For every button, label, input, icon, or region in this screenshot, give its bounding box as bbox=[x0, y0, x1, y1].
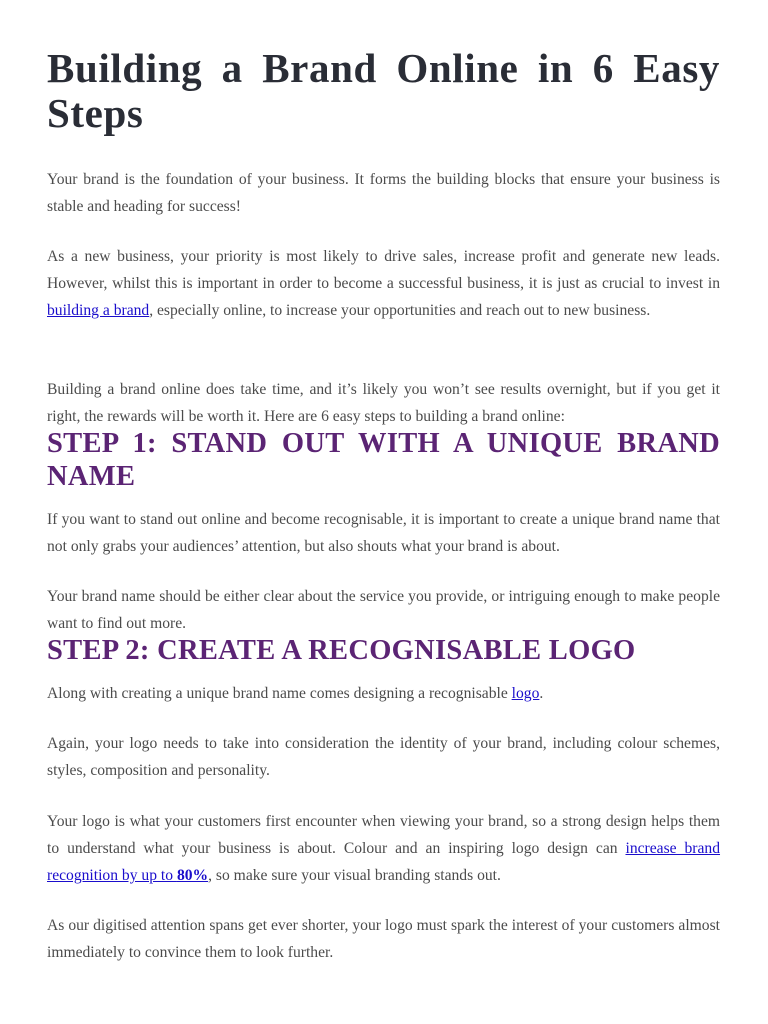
step-2-paragraph-4: As our digitised attention spans get ever shorter, your logo must spark the interest of your customers almost immediately to convince them to look further. bbox=[47, 917, 720, 962]
step-2-paragraph-3 bbox=[47, 808, 720, 890]
step-2-paragraph-1-text-after: . bbox=[539, 685, 544, 702]
step-2-paragraph-3-text-before: Your logo is what your customers first encounter when viewing your brand, so a strong design helps them to understand what your business is about. Colour and an inspiring logo design can bbox=[47, 813, 720, 858]
step-1-heading: STEP 1: STAND OUT WITH A UNIQUE BRAND NAME bbox=[47, 428, 720, 492]
article-title: Building a Brand Online in 6 Easy Steps bbox=[47, 45, 720, 136]
logo-link[interactable]: logo bbox=[511, 685, 540, 702]
step-2-paragraph-3-text-after: , so make sure your visual branding stands out. bbox=[208, 867, 501, 885]
step-2-paragraph-1-text-before: Along with creating a unique brand name comes designing a recognisable bbox=[47, 685, 512, 702]
intro-paragraph-2-text-after: , especially online, to increase your opportunities and reach out to new business. bbox=[149, 302, 651, 320]
intro-paragraph-1: Your brand is the foundation of your business. It forms the building blocks that ensure your business is stable and heading for success! bbox=[47, 171, 720, 216]
building-a-brand-link[interactable]: building a brand bbox=[47, 302, 150, 320]
brand-recognition-link-percent: 80% bbox=[176, 867, 209, 885]
intro-paragraph-2 bbox=[47, 243, 720, 325]
step-2-paragraph-1 bbox=[47, 680, 720, 707]
intro-paragraph-2-text-before: As a new business, your priority is most likely to drive sales, increase profit and generate new leads. However, whilst this is important in order to become a successful business, it is just as crucial to invest in bbox=[47, 248, 720, 293]
intro-paragraph-3: Building a brand online does take time, and it’s likely you won’t see results overnight, but if you get it right, the rewards will be worth it. Here are 6 easy steps to building a brand online: bbox=[47, 381, 720, 426]
step-1-paragraph-1: If you want to stand out online and become recognisable, it is important to create a unique brand name that not only grabs your audiences’ attention, but also shouts what your brand is about. bbox=[47, 511, 720, 556]
step-1-paragraph-2: Your brand name should be either clear about the service you provide, or intriguing enough to make people want to find out more. bbox=[47, 588, 720, 633]
brand-recognition-link-text: increase brand recognition by up to bbox=[47, 840, 721, 885]
step-2-heading: STEP 2: CREATE A RECOGNISABLE LOGO bbox=[47, 635, 636, 666]
step-2-paragraph-2: Again, your logo needs to take into consideration the identity of your brand, including colour schemes, styles, composition and personality. bbox=[47, 735, 720, 780]
